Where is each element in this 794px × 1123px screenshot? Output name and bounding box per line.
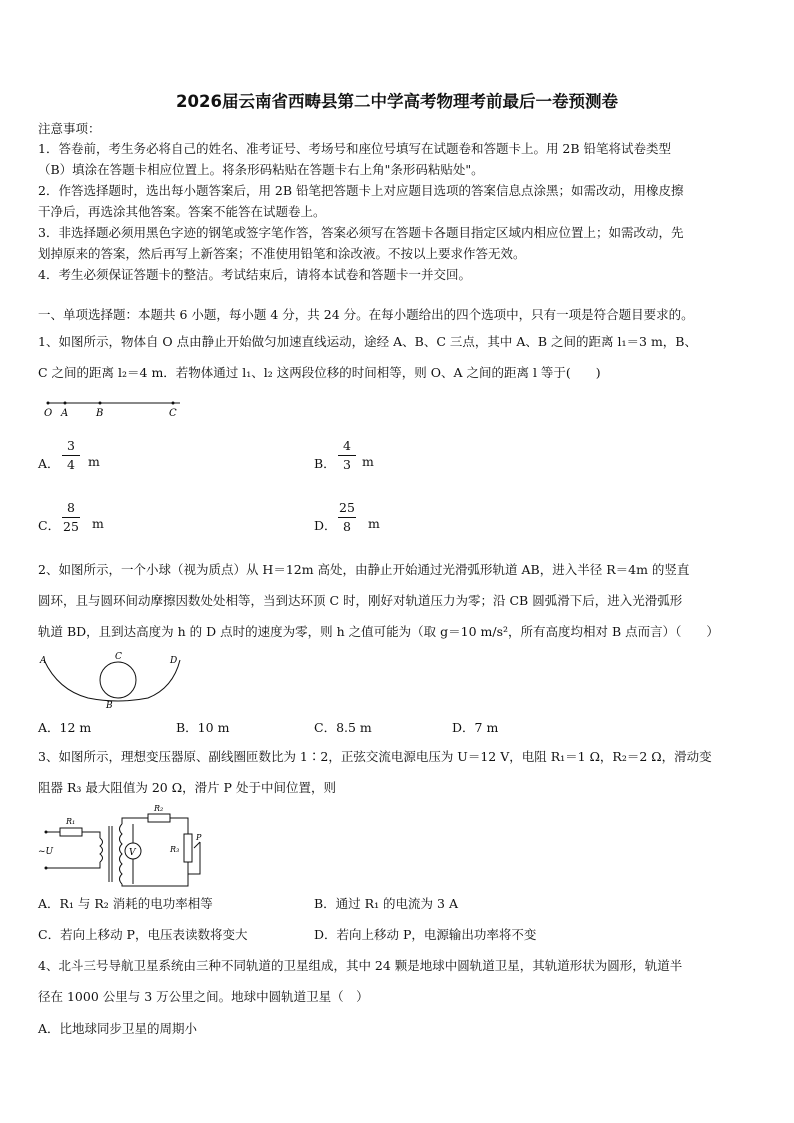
question-4-text: 4、北斗三号导航卫星系统由三种不同轨道的卫星组成，其中 24 颗是地球中圆轨道卫星，其轨道形状为圆形，轨道半 — [38, 958, 683, 973]
option-d-letter[interactable]: D． — [314, 518, 337, 533]
option-b[interactable]: B．10 m — [176, 720, 230, 735]
question-4-text: 径在 1000 公里与 3 万公里之间。地球中圆轨道卫星（ ） — [38, 989, 369, 1004]
notice-line: 4．考生必须保证答题卡的整洁。考试结束后，请将本试卷和答题卡一并交回。 — [38, 267, 471, 282]
option-d[interactable]: D．若向上移动 P，电源输出功率将不变 — [314, 927, 537, 942]
option-c-fraction — [62, 500, 80, 535]
option-c-unit: m — [92, 516, 104, 531]
option-a[interactable]: A．比地球同步卫星的周期小 — [38, 1021, 198, 1036]
label-c: C — [115, 652, 122, 662]
numerator: 4 — [343, 438, 351, 453]
numerator: 3 — [67, 438, 75, 453]
question-2-text: 圆环，且与圆环间动摩擦因数处处相等，当到达环顶 C 时，刚好对轨道压力为零；沿 CB 圆弧滑下后，进入光滑弧形 — [38, 593, 683, 608]
notice-heading: 注意事项： — [38, 121, 101, 136]
option-d-unit: m — [368, 516, 380, 531]
notice-line: 1．答卷前，考生务必将自己的姓名、准考证号、考场号和座位号填写在试题卷和答题卡上。用 2B 铅笔将试卷类型 — [38, 141, 672, 156]
option-b-unit: m — [362, 454, 374, 469]
option-c-letter[interactable]: C． — [38, 518, 61, 533]
question-2-text: 2、如图所示，一个小球（视为质点）从 H＝12m 高处，由静止开始通过光滑弧形轨道 AB，进入半径 R＝4m 的竖直 — [38, 562, 690, 577]
option-b-fraction — [338, 438, 356, 473]
label-r3: R₃ — [170, 845, 180, 854]
option-a[interactable]: A．12 m — [38, 720, 92, 735]
label-o: O — [44, 408, 53, 419]
notice-line: （B）填涂在答题卡相应位置上。将条形码粘贴在答题卡右上角"条形码粘贴处"。 — [38, 162, 484, 177]
label-b: B — [106, 701, 113, 710]
label-b: B — [96, 408, 104, 419]
numerator: 8 — [67, 500, 75, 515]
source-label: ~U — [38, 847, 54, 857]
numerator: 25 — [339, 500, 355, 515]
q3-circuit-diagram — [38, 802, 213, 887]
label-a: A — [61, 408, 69, 419]
option-a-unit: m — [88, 454, 100, 469]
option-d[interactable]: D．7 m — [452, 720, 499, 735]
denominator: 4 — [67, 457, 75, 472]
q1-line-diagram — [40, 393, 190, 423]
question-1-text: 1、如图所示，物体自 O 点由静止开始做匀加速直线运动，途经 A、B、C 三点，其中 A、B 之间的距离 l₁＝3 m，B、 — [38, 334, 697, 349]
option-a-fraction — [62, 438, 80, 473]
q2-track-diagram — [38, 650, 188, 710]
notice-line: 2．作答选择题时，选出每小题答案后，用 2B 铅笔把答题卡上对应题目选项的答案信息点涂黑；如需改动，用橡皮擦 — [38, 183, 684, 198]
question-1-text: C 之间的距离 l₂＝4 m．若物体通过 l₁、l₂ 这两段位移的时间相等，则 O、A 之间的距离 l 等于( ) — [38, 365, 601, 380]
option-b-letter[interactable]: B． — [314, 456, 336, 471]
question-3-text: 3、如图所示，理想变压器原、副线圈匝数比为 1∶2，正弦交流电源电压为 U＝12 V，电阻 R₁＝1 Ω，R₂＝2 Ω，滑动变 — [38, 749, 712, 764]
notice-line: 3．非选择题必须用黑色字迹的钢笔或签字笔作答，答案必须写在答题卡各题目指定区域内相应位置上；如需改动，先 — [38, 225, 684, 240]
option-a-letter[interactable]: A． — [38, 456, 60, 471]
denominator: 8 — [343, 519, 351, 534]
option-d-fraction — [338, 500, 356, 535]
option-b[interactable]: B．通过 R₁ 的电流为 3 A — [314, 896, 458, 911]
option-a[interactable]: A．R₁ 与 R₂ 消耗的电功率相等 — [38, 896, 213, 911]
label-r1: R₁ — [66, 817, 76, 826]
notice-line: 干净后，再选涂其他答案。答案不能答在试题卷上。 — [38, 204, 326, 219]
denominator: 3 — [343, 457, 351, 472]
label-p: P — [196, 833, 202, 842]
option-c[interactable]: C．若向上移动 P，电压表读数将变大 — [38, 927, 248, 942]
page-title: 2026届云南省西畴县第二中学高考物理考前最后一卷预测卷 — [176, 92, 618, 111]
label-a: A — [40, 656, 47, 666]
label-r2: R₂ — [154, 804, 164, 813]
question-2-text: 轨道 BD，且到达高度为 h 的 D 点时的速度为零，则 h 之值可能为（取 g＝10 m/s²，所有高度均相对 B 点而言）（ ） — [38, 624, 719, 639]
option-c[interactable]: C．8.5 m — [314, 720, 372, 735]
voltmeter-label: V — [129, 848, 136, 858]
section-heading: 一、单项选择题：本题共 6 小题，每小题 4 分，共 24 分。在每小题给出的四个选项中，只有一项是符合题目要求的。 — [38, 307, 694, 322]
denominator: 25 — [63, 519, 79, 534]
label-c: C — [169, 408, 177, 419]
question-3-text: 阻器 R₃ 最大阻值为 20 Ω，滑片 P 处于中间位置，则 — [38, 780, 336, 795]
label-d: D — [170, 656, 178, 666]
notice-line: 划掉原来的答案，然后再写上新答案；不准使用铅笔和涂改液。不按以上要求作答无效。 — [38, 246, 526, 261]
